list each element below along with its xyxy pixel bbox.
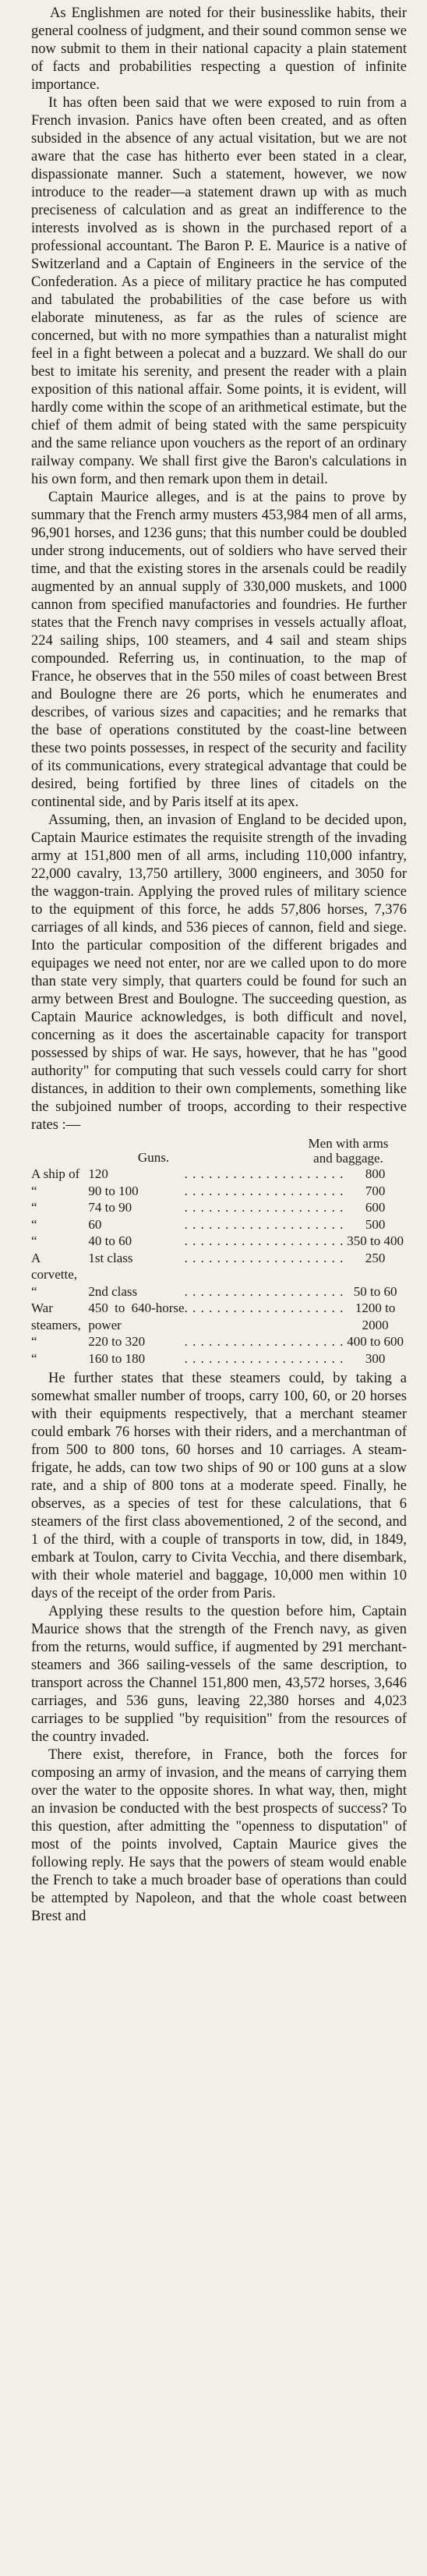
guns-cell: 90 to 100	[88, 1183, 139, 1198]
rates-table-row	[31, 1300, 407, 1333]
guns-cell: 40 to 60	[88, 1233, 132, 1248]
rates-table-header	[31, 1136, 407, 1166]
rates-table-body	[31, 1166, 407, 1367]
vessel-cell: War steamers,	[31, 1300, 81, 1332]
guns-cell: 450 to 640-horse power	[88, 1300, 185, 1332]
rates-table-row	[31, 1250, 407, 1283]
vessel-cell: “	[31, 1183, 37, 1198]
men-cell: 800	[365, 1166, 386, 1181]
leader-dots: . . . . . . . . . . . . . . . . . . . .	[184, 1283, 344, 1299]
guns-cell: 60	[88, 1216, 102, 1232]
body-paragraph: Captain Maurice alleges, and is at the pains to prove by summary that the French army musters 453,984 men of all arms, 96,901 horses, and 1236 guns; that this number could be doubled under strong inducements, out of soldiers who have served their time, and that the existing stores in the arsenals could be readily augmented by an annual supply of 330,000 muskets, and 1000 cannon from specified manufactories and foundries. He further states that the French navy comprises in vessels actually afloat, 224 sailing ships, 100 steamers, and 4 sail and steam ships compounded. Referring us, in continuation, to the map of France, he observes that in the 550 miles of coast between Brest and Boulogne there are 26 ports, which he enumerates and describes, of various sizes and capacities; and he remarks that the base of operations constituted by the coast-line between these two points possesses, in respect of the security and facility of its communications, every strategical advantage that could be desired, being fortified by three lines of citadels on the continental side, and by Paris itself at its apex.	[31, 490, 407, 810]
transport-rates-table	[31, 1136, 407, 1367]
guns-cell: 1st class	[88, 1250, 133, 1265]
leader-dots: . . . . . . . . . . . . . . . . . . . .	[184, 1166, 344, 1181]
body-paragraph: He further states that these steamers could, by taking a somewhat smaller number of troops, carry 100, 60, or 20 horses with their equipments respectively, that a merchant steamer could embark 76 horses with their riders, and a merchantman of from 500 to 800 tons, 60 horses and 10 carriages. A steam-frigate, he adds, can tow two ships of 90 or 100 guns at a slow rate, and a ship of 800 tons at a moderate speed. Finally, he observes, as a species of test for these calculations, that 6 steamers of the first class abovementioned, 2 of the second, and 1 of the third, with a couple of transports in tow, did, in 1849, embark at Toulon, carry to Civita Vecchia, and there disembark, with their whole materiel and baggage, 10,000 men within 10 days of the receipt of the order from Paris.	[31, 1371, 407, 1601]
rates-table-row	[31, 1166, 407, 1183]
men-cell: 300	[365, 1350, 386, 1366]
intro-paragraph: As Englishmen are noted for their businesslike habits, their general coolness of judgment, and their sound common sense we now submit to them in their national capacity a plain statement of facts and probabilities respecting a question of infinite importance.	[31, 5, 407, 93]
vessel-cell: A corvette,	[31, 1250, 77, 1282]
vessel-cell: “	[31, 1216, 37, 1232]
leader-dots: . . . . . . . . . . . . . . . . . . . .	[184, 1300, 344, 1315]
men-cell: 700	[365, 1183, 386, 1198]
leader-dots: . . . . . . . . . . . . . . . . . . . .	[184, 1233, 344, 1248]
leader-dots: . . . . . . . . . . . . . . . . . . . .	[184, 1334, 344, 1349]
men-header-line: Men with arms	[308, 1136, 389, 1151]
men-cell: 1200 to 2000	[355, 1300, 396, 1332]
men-cell: 250	[365, 1250, 386, 1265]
guns-column-header: Guns.	[137, 1149, 170, 1165]
leader-dots: . . . . . . . . . . . . . . . . . . . .	[184, 1250, 344, 1265]
men-header-line: and baggage.	[313, 1151, 383, 1166]
rates-table-row	[31, 1333, 407, 1350]
vessel-cell: “	[31, 1200, 37, 1215]
rates-table-row	[31, 1233, 407, 1250]
guns-cell: 220 to 320	[88, 1334, 146, 1349]
men-cell: 600	[365, 1200, 386, 1215]
rates-table-row	[31, 1350, 407, 1368]
men-cell: 400 to 600	[347, 1334, 404, 1349]
men-cell: 500	[365, 1216, 386, 1232]
vessel-cell: “	[31, 1233, 37, 1248]
vessel-cell: A ship of	[31, 1166, 80, 1181]
rates-table-row	[31, 1216, 407, 1233]
guns-cell: 2nd class	[88, 1283, 138, 1299]
guns-cell: 74 to 90	[88, 1200, 132, 1215]
body-paragraph: It has often been said that we were exposed to ruin from a French invasion. Panics have often been created, and as often subsided in the absence of any actual visitation, but we are not aware that the case has hitherto ever been stated in a clear, dispassionate manner. Such a statement, however, we now introduce to the reader—a statement drawn up with as much preciseness of calculation and as great an indifference to the interests involved as is shown in the purchased report of a professional accountant. The Baron P. E. Maurice is a native of Switzerland and a Captain of Engineers in the service of the Confederation. As a piece of military practice he has computed and tabulated the probabilities of the case before us with elaborate minuteness, as far as the rules of science are concerned, but with no more sympathies than a naturalist might feel in a fight between a polecat and a buzzard. We shall do our best to imitate his serenity, and present the reader with a plain exposition of this national affair. Some points, it is evident, will hardly come within the scope of an arithmetical estimate, but the chief of them admit of being stated with the same perspicuity and the same reliance upon vouchers as the report of an ordinary railway company. We shall first give the Baron's calculations in his own form, and then remark upon them in detail.	[31, 95, 407, 487]
vessel-cell: “	[31, 1283, 37, 1299]
rates-table-row	[31, 1199, 407, 1216]
rates-table-row	[31, 1283, 407, 1300]
body-paragraph: There exist, therefore, in France, both the forces for composing an army of invasion, and the means of carrying them over the water to the opposite shores. In what way, then, might an invasion be conducted with the best prospects of success? To this question, after admitting the "openness to disputation" of most of the points involved, Captain Maurice gives the following reply. He says that the powers of steam would enable the French to take a much broader base of operations than could be attempted by Napoleon, and that the whole coast between Brest and	[31, 1747, 407, 1924]
men-column-header	[290, 1136, 407, 1166]
leader-dots: . . . . . . . . . . . . . . . . . . . .	[184, 1200, 344, 1215]
guns-cell: 160 to 180	[88, 1350, 146, 1366]
men-cell: 50 to 60	[353, 1283, 397, 1299]
vessel-cell: “	[31, 1334, 37, 1349]
vessel-cell: “	[31, 1350, 37, 1366]
leader-dots: . . . . . . . . . . . . . . . . . . . .	[184, 1183, 344, 1198]
rates-table-row	[31, 1183, 407, 1200]
body-paragraph: Assuming, then, an invasion of England to be decided upon, Captain Maurice estimates the requisite strength of the invading army at 151,800 men of all arms, including 110,000 infantry, 22,000 cavalry, 13,750 artillery, 3000 engineers, and 3050 for the waggon-train. Applying the proved rules of military science to the equipment of this force, he adds 57,806 horses, 7,376 carriages of all kinds, and 536 pieces of cannon, field and siege. Into the particular composition of the different brigades and equipages we need not enter, nor are we called upon to do more than state very simply, that quarters could be found for such an army between Brest and Boulogne. The succeeding question, as Captain Maurice acknowledges, is both difficult and novel, concerning as it does the ascertainable capacity for transport possessed by ships of war. He says, however, that he has "good authority" for computing that such vessels could carry for short distances, in addition to their own complements, something like the subjoined number of troops, according to their respective rates :—	[31, 812, 407, 1133]
body-paragraph: Applying these results to the question before him, Captain Maurice shows that the strength of the French navy, as given from the returns, would suffice, if augmented by 291 merchant-steamers and 366 sailing-vessels of the same description, to transport across the Channel 151,800 men, 43,572 horses, 3,646 carriages, and 536 guns, leaving 22,380 horses and 4,023 carriages to be supplied "by requisition" from the resources of the country invaded.	[31, 1604, 407, 1745]
leader-dots: . . . . . . . . . . . . . . . . . . . .	[184, 1216, 344, 1232]
men-cell: 350 to 400	[347, 1233, 404, 1248]
guns-cell: 120	[88, 1166, 108, 1181]
leader-dots: . . . . . . . . . . . . . . . . . . . .	[184, 1350, 344, 1366]
